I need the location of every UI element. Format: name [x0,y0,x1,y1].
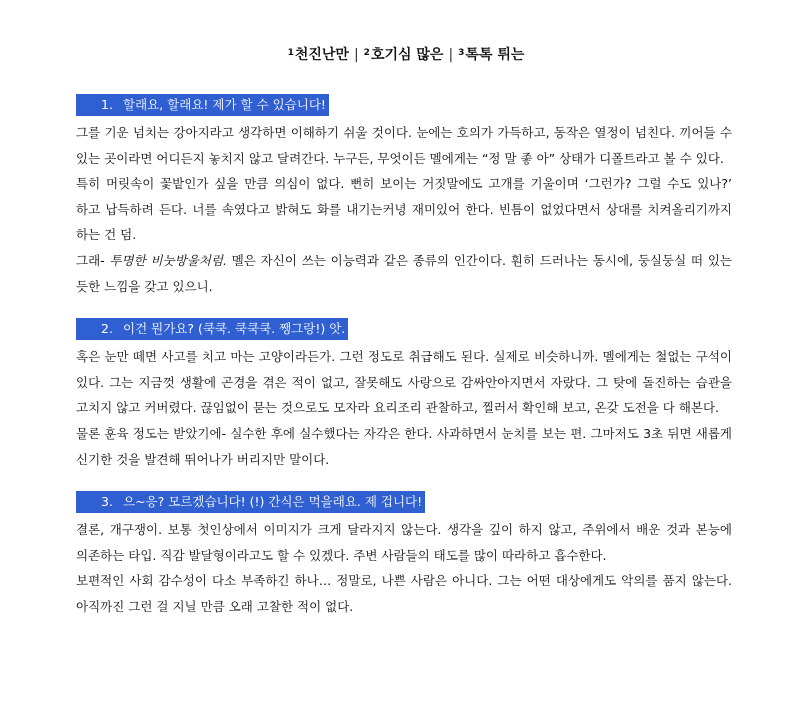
paragraph: 그래- 투명한 비눗방울처럼. 멜은 자신이 쓰는 이능력과 같은 종류의 인간이다. 훤히 드러나는 동시에, 둥실둥실 떠 있는 듯한 느낌을 갖고 있으니. [76,252,732,294]
section-heading [76,94,329,116]
title-separator: | [448,47,454,63]
section-heading [76,491,425,513]
section-number: 1. [101,97,113,112]
italic-phrase: 투명한 비눗방울처럼. [109,252,227,268]
paragraph: 혹은 눈만 떼면 사고를 치고 마는 고양이라든가. 그런 정도로 취급해도 된다. 실제로 비슷하니까. 멜에게는 철없는 구석이 있다. 그는 지금껏 생활에 곤경을 겪은 적이 없고, 잘못해도 사랑으로 감싸안아지면서 자랐다. 그 탓에 돌진하는 습관을 고치지 않고 커버렸다. 끊임없이 묻는 것으로도 모자라 요리조리 관찰하고, 찔러서 확인해 보고, 온갖 도전을 다 해본다. [76,349,732,416]
section-heading-text: 할래요, 할래요! 제가 할 수 있습니다! [123,97,326,112]
paragraph: 특히 머릿속이 꽃밭인가 싶을 만큼 의심이 없다. 뻔히 보이는 거짓말에도 고개를 기울이며 ‘그런가? 그럴 수도 있나?’ 하고 납득하려 든다. 너를 속였다고 밝혀도 화를 내기는커녕 재미있어 한다. 빈틈이 없었다면서 상대를 치켜올리기까지 하는 건 덤. [76,176,732,243]
page-title [76,44,732,66]
section-heading-text: 이건 뭔가요? (쿡쿡. 쿡쿡쿡. 쨍그랑!) 앗. [123,321,346,337]
paragraph: 보편적인 사회 감수성이 다소 부족하긴 하나… 정말로, 나쁜 사람은 아니다. 그는 어떤 대상에게도 악의를 품지 않는다. 아직까진 그런 걸 지닐 만큼 오래 고찰한 적이 없다. [76,573,732,614]
section-number: 3. [101,494,113,510]
section-number: 2. [101,321,113,337]
section-2 [76,318,732,472]
title-trait-1: $^1$천진난만 [287,47,349,63]
section-heading-text: 으~응? 모르겠습니다! (!) 간식은 먹을래요. 제 겁니다! [123,494,423,510]
section-3 [76,491,732,619]
title-trait-3: $^3$톡톡 튀는 [458,47,525,63]
title-separator: | [353,47,359,63]
paragraph: 물론 훈육 정도는 받았기에- 실수한 후에 실수했다는 자각은 한다. 사과하면서 눈치를 보는 편. 그마저도 3초 뒤면 새롭게 신기한 것을 발견해 뛰어나가 버리지만 말이다. [76,425,732,467]
section-1 [76,94,732,299]
paragraph: 그를 기운 넘치는 강아지라고 생각하면 이해하기 쉬울 것이다. 눈에는 호의가 가득하고, 동작은 열정이 넘친다. 끼어들 수 있는 곳이라면 어디든지 놓치지 않고 달려간다. 누구든, 무엇이든 멜에게는 “정 말 좋 아” 상태가 디폴트라고 볼 수 있다. [76,125,732,166]
section-heading [76,318,348,340]
title-trait-2: $^2$호기심 많은 [363,47,444,63]
paragraph: 결론, 개구쟁이. 보통 첫인상에서 이미지가 크게 달라지지 않는다. 생각을 깊이 하지 않고, 주위에서 배운 것과 본능에 의존하는 타입. 직감 발달형이라고도 할 수 있겠다. 주변 사람들의 태도를 많이 따라하고 흡수한다. [76,522,732,563]
